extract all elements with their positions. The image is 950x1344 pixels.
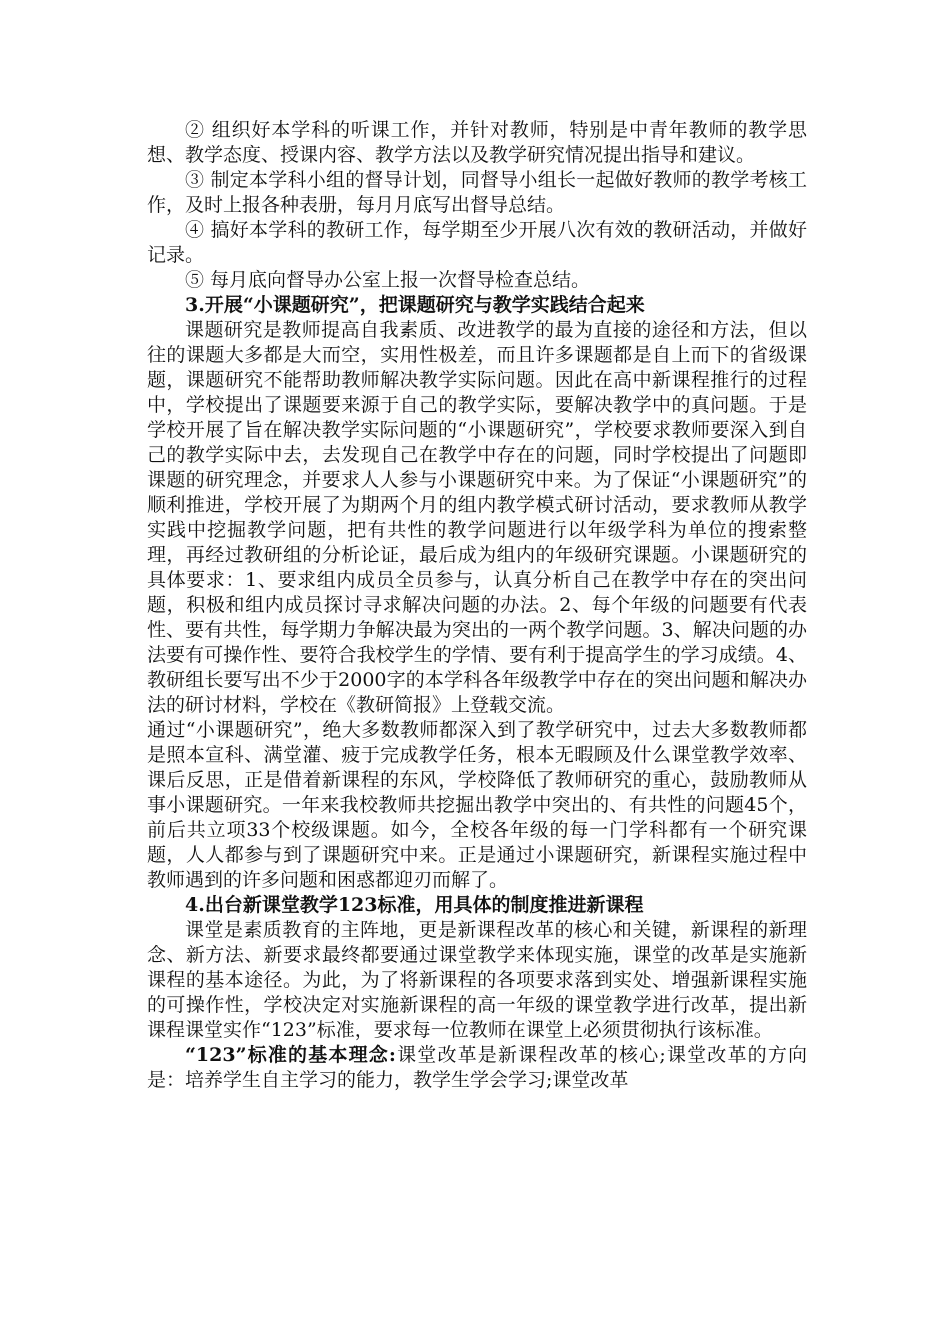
section-3-paragraph-2: 通过“小课题研究”，绝大多数教师都深入到了教学研究中，过去大多数教师都是照本宣科、满堂灌、疲于完成教学任务，根本无暇顾及什么课堂教学效率、课后反思，正是借着新课程的东风，学校降低了教师研究的重心，鼓励教师从事小课题研究。一年来我校教师共挖掘出教学中突出的、有共性的问题45个，前后共立项33个校级课题。如今，全校各年级的每一门学科都有一个研究课题，人人都参与到了课题研究中来。正是通过小课题研究，新课程实施过程中教师遇到的许多问题和困惑都迎刃而解了。 — [147, 719, 807, 891]
list-item-3: ③ 制定本学科小组的督导计划，同督导小组长一起做好教师的教学考核工作，及时上报各种表册，每月月底写出督导总结。 — [147, 169, 807, 216]
section-3-paragraph-1: 课题研究是教师提高自我素质、改进教学的最为直接的途径和方法，但以往的课题大多都是大而空，实用性极差，而且许多课题都是自上而下的省级课题，课题研究不能帮助教师解决教学实际问题。因此在高中新课程推行的过程中，学校提出了课题要来源于自己的教学实际，要解决教学中的真问题。于是学校开展了旨在解决教学实际问题的“小课题研究”，学校要求教师要深入到自己的教学实际中去，去发现自己在教学中存在的问题，同时学校提出了问题即课题的研究理念，并要求人人参与小课题研究中来。为了保证“小课题研究”的顺利推进，学校开展了为期两个月的组内教学模式研讨活动，要求教师从教学实践中挖掘教学问题，把有共性的教学问题进行以年级学科为单位的搜索整理，再经过教研组的分析论证，最后成为组内的年级研究课题。小课题研究的具体要求：1、要求组内成员全员参与，认真分析自己在教学中存在的突出问题，积极和组内成员探讨寻求解决问题的办法。2、每个年级的问题要有代表性、要有共性，每学期力争解决最为突出的一两个教学问题。3、解决问题的办法要有可操作性、要符合我校学生的学情、要有利于提高学生的学习成绩。4、教研组长要写出不少于2000字的本学科各年级教学中存在的突出问题和解决办法的研讨材料，学校在《教研简报》上登载交流。 — [147, 319, 807, 716]
list-item-2: ② 组织好本学科的听课工作，并针对教师，特别是中青年教师的教学思想、教学态度、授课内容、教学方法以及教学研究情况提出指导和建议。 — [147, 119, 807, 166]
section-4-paragraph-2 — [147, 1043, 807, 1093]
section-heading-4: 4.出台新课堂教学123标准，用具体的制度推进新课程 — [185, 894, 644, 916]
section-4-paragraph-1: 课堂是素质教育的主阵地，更是新课程改革的核心和关键，新课程的新理念、新方法、新要求最终都要通过课堂教学来体现实施，课堂的改革是实施新课程的基本途径。为此，为了将新课程的各项要求落到实处、增强新课程实施的可操作性，学校决定对实施新课程的高一年级的课堂教学进行改革，提出新课程课堂实作“123”标准，要求每一位教师在课堂上必须贯彻执行该标准。 — [147, 919, 807, 1041]
principle-body-text: 课堂改革是新课程改革的核心;课堂改革的方向是：培养学生自主学习的能力，教学生学会学习;课堂改革 — [147, 1044, 807, 1091]
list-item-5: ⑤ 每月底向督导办公室上报一次督导检查总结。 — [185, 269, 591, 291]
list-item-4: ④ 搞好本学科的教研工作，每学期至少开展八次有效的教研活动，并做好记录。 — [147, 219, 807, 266]
section-heading-3: 3.开展“小课题研究”，把课题研究与教学实践结合起来 — [185, 294, 645, 316]
principle-lead-label: “123”标准的基本理念: — [185, 1044, 396, 1066]
document-body — [147, 118, 807, 1093]
